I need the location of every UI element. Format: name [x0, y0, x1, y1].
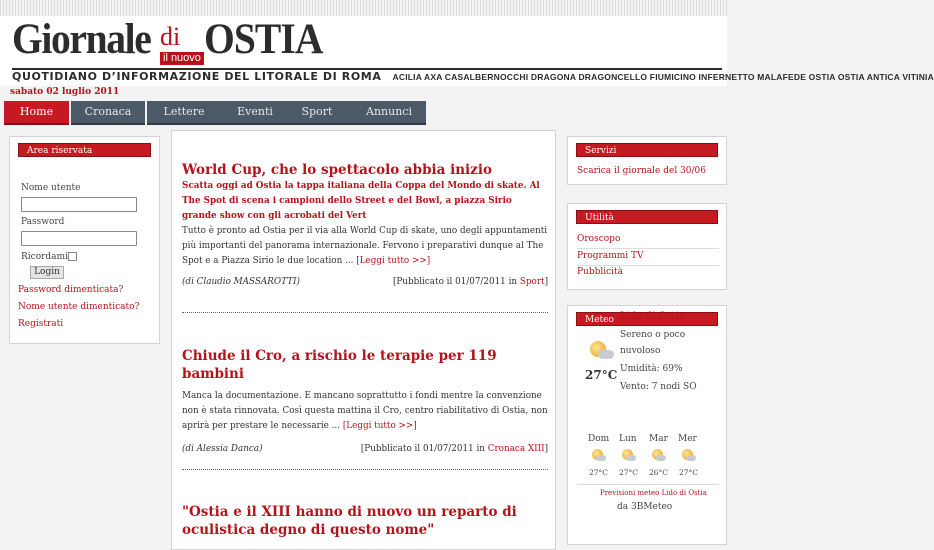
article-meta: [182, 444, 548, 456]
condition-line1: Sereno o poco: [620, 330, 686, 340]
nav-eventi[interactable]: Eventi: [218, 101, 292, 125]
tagline: QUOTIDIANO D’INFORMAZIONE DEL LITORALE DI ROMA: [12, 70, 382, 83]
servizi-panel: [567, 136, 727, 185]
username-label: Nome utente: [21, 183, 81, 193]
article-title[interactable]: Chiude il Cro, a rischio le terapie per 119 bambini: [182, 348, 497, 382]
article-subtitle: Scatta oggi ad Ostia la tappa italiana della Coppa del Mondo di skate. Al The Spot di scena i campioni dello Street e del Bowl, a piazza Sirio grande show con gli acrobati del Vert: [182, 181, 540, 221]
read-more-link[interactable]: [Leggi tutto >>]: [342, 421, 417, 431]
wind: Vento: 7 nodi SO: [620, 382, 697, 392]
article-title[interactable]: World Cup, che lo spettacolo abbia inizio: [182, 162, 492, 178]
article-body-text: Tutto è pronto ad Ostia per il via alla World Cup di skate, uno degli appuntamenti più importanti del panorama internazionale. Fervono i preparativi dunque al The Spot e a Piazza Sirio le due location ...: [182, 226, 548, 266]
top-stripe: [0, 0, 727, 16]
meteo-credit: da 3BMeteo: [617, 502, 673, 512]
divider: [577, 265, 719, 266]
forecast-day: Mer: [678, 434, 697, 444]
password-label: Password: [21, 217, 65, 227]
articles-panel: [171, 130, 556, 550]
nav-home[interactable]: Home: [4, 101, 69, 125]
article-separator: [182, 469, 548, 470]
forgot-username-link[interactable]: Nome utente dimenticato?: [18, 302, 140, 312]
programmi-tv-link[interactable]: Programmi TV: [577, 251, 644, 261]
cloud-shape: [626, 455, 636, 461]
article-body-text: Manca la documentazione. E mancano soprattutto i fondi mentre la convenzione non è stata rinnovata. Così questa mattina il Cro, centro riabilitativo di Ostia, non aprirà per prestare le necessarie ...: [182, 391, 548, 431]
pubblicita-link[interactable]: Pubblicità: [577, 267, 624, 277]
remember-label: Ricordami: [21, 252, 68, 262]
category-link[interactable]: Sport: [519, 277, 545, 287]
read-more-link[interactable]: [Leggi tutto >>]: [356, 256, 431, 266]
article: [182, 347, 548, 456]
article: [182, 503, 548, 539]
published-text: [Pubblicato il 01/07/2011 in: [360, 444, 488, 454]
article-body: [182, 224, 548, 269]
login-panel: [9, 136, 160, 344]
meteo-place[interactable]: Lido di Ostia: [620, 311, 685, 322]
published-end: ]: [544, 444, 548, 454]
places-list: ACILIA AXA CASALBERNOCCHI DRAGONA DRAGONCELLO FIUMICINO INFERNETTO MALAFEDE OSTIA OSTIA ANTICA VITINIA: [392, 72, 934, 82]
remember-checkbox[interactable]: [68, 252, 77, 261]
nav-cronaca[interactable]: Cronaca: [71, 101, 145, 125]
current-date: sabato 02 luglio 2011: [10, 87, 120, 97]
forecast-temp: 27°C: [619, 468, 639, 477]
forecast-day: Lun: [619, 434, 637, 444]
logo-di: di: [160, 22, 181, 51]
forecast-link[interactable]: Previsioni meteo Lido di Ostia: [600, 489, 707, 497]
login-title: Area riservata: [18, 143, 151, 157]
forecast-temp: 27°C: [589, 468, 609, 477]
forecast-temp: 26°C: [649, 468, 669, 477]
cloud-shape: [598, 350, 614, 359]
meteo-title: Meteo: [576, 312, 718, 326]
category-link[interactable]: Cronaca XIII: [487, 444, 545, 454]
register-link[interactable]: Registrati: [18, 319, 64, 329]
servizi-title: Servizi: [576, 143, 718, 157]
article-author: (di Alessia Danca): [182, 444, 263, 454]
article: [182, 161, 548, 289]
condition-line2: nuvoloso: [620, 346, 661, 356]
article-title[interactable]: "Ostia e il XIII hanno di nuovo un reparto di oculistica degno di questo nome": [182, 504, 517, 538]
divider: [577, 484, 719, 485]
article-published: [361, 444, 548, 454]
tagline-row: [12, 68, 934, 84]
site-logo[interactable]: [12, 16, 323, 64]
forgot-password-link[interactable]: Password dimenticata?: [18, 285, 124, 295]
nav-lettere[interactable]: Lettere: [147, 101, 221, 125]
logo-badge: il nuovo: [160, 52, 204, 65]
nav-annunci[interactable]: Annunci: [352, 101, 426, 125]
cloud-shape: [596, 455, 606, 461]
oroscopo-link[interactable]: Oroscopo: [577, 234, 621, 244]
login-button[interactable]: Login: [30, 266, 64, 279]
humidity: Umidità: 69%: [620, 364, 683, 374]
published-end: ]: [544, 277, 548, 287]
utilita-title: Utilità: [576, 210, 718, 224]
article-published: [393, 277, 548, 287]
article-meta: [182, 277, 548, 289]
article-separator: [182, 312, 548, 313]
masthead: [0, 16, 934, 86]
password-input[interactable]: [21, 231, 137, 246]
cloud-shape: [656, 455, 666, 461]
cloud-shape: [686, 455, 696, 461]
current-temp: 27°C: [585, 368, 618, 382]
logo-name-left: Giornale: [12, 16, 151, 63]
published-text: [Pubblicato il 01/07/2011 in: [392, 277, 520, 287]
nav-sport[interactable]: Sport: [280, 101, 354, 125]
username-input[interactable]: [21, 197, 137, 212]
forecast-day: Dom: [588, 434, 610, 444]
forecast-day: Mar: [649, 434, 668, 444]
divider: [577, 248, 719, 249]
meteo-panel: [567, 305, 727, 545]
logo-name-right: OSTIA: [204, 16, 323, 63]
article-author: (di Claudio MASSAROTTI): [182, 277, 300, 287]
download-paper-link[interactable]: Scarica il giornale del 30/06: [577, 166, 706, 176]
forecast-temp: 27°C: [679, 468, 699, 477]
utilita-panel: [567, 203, 727, 290]
article-body: [182, 389, 548, 434]
